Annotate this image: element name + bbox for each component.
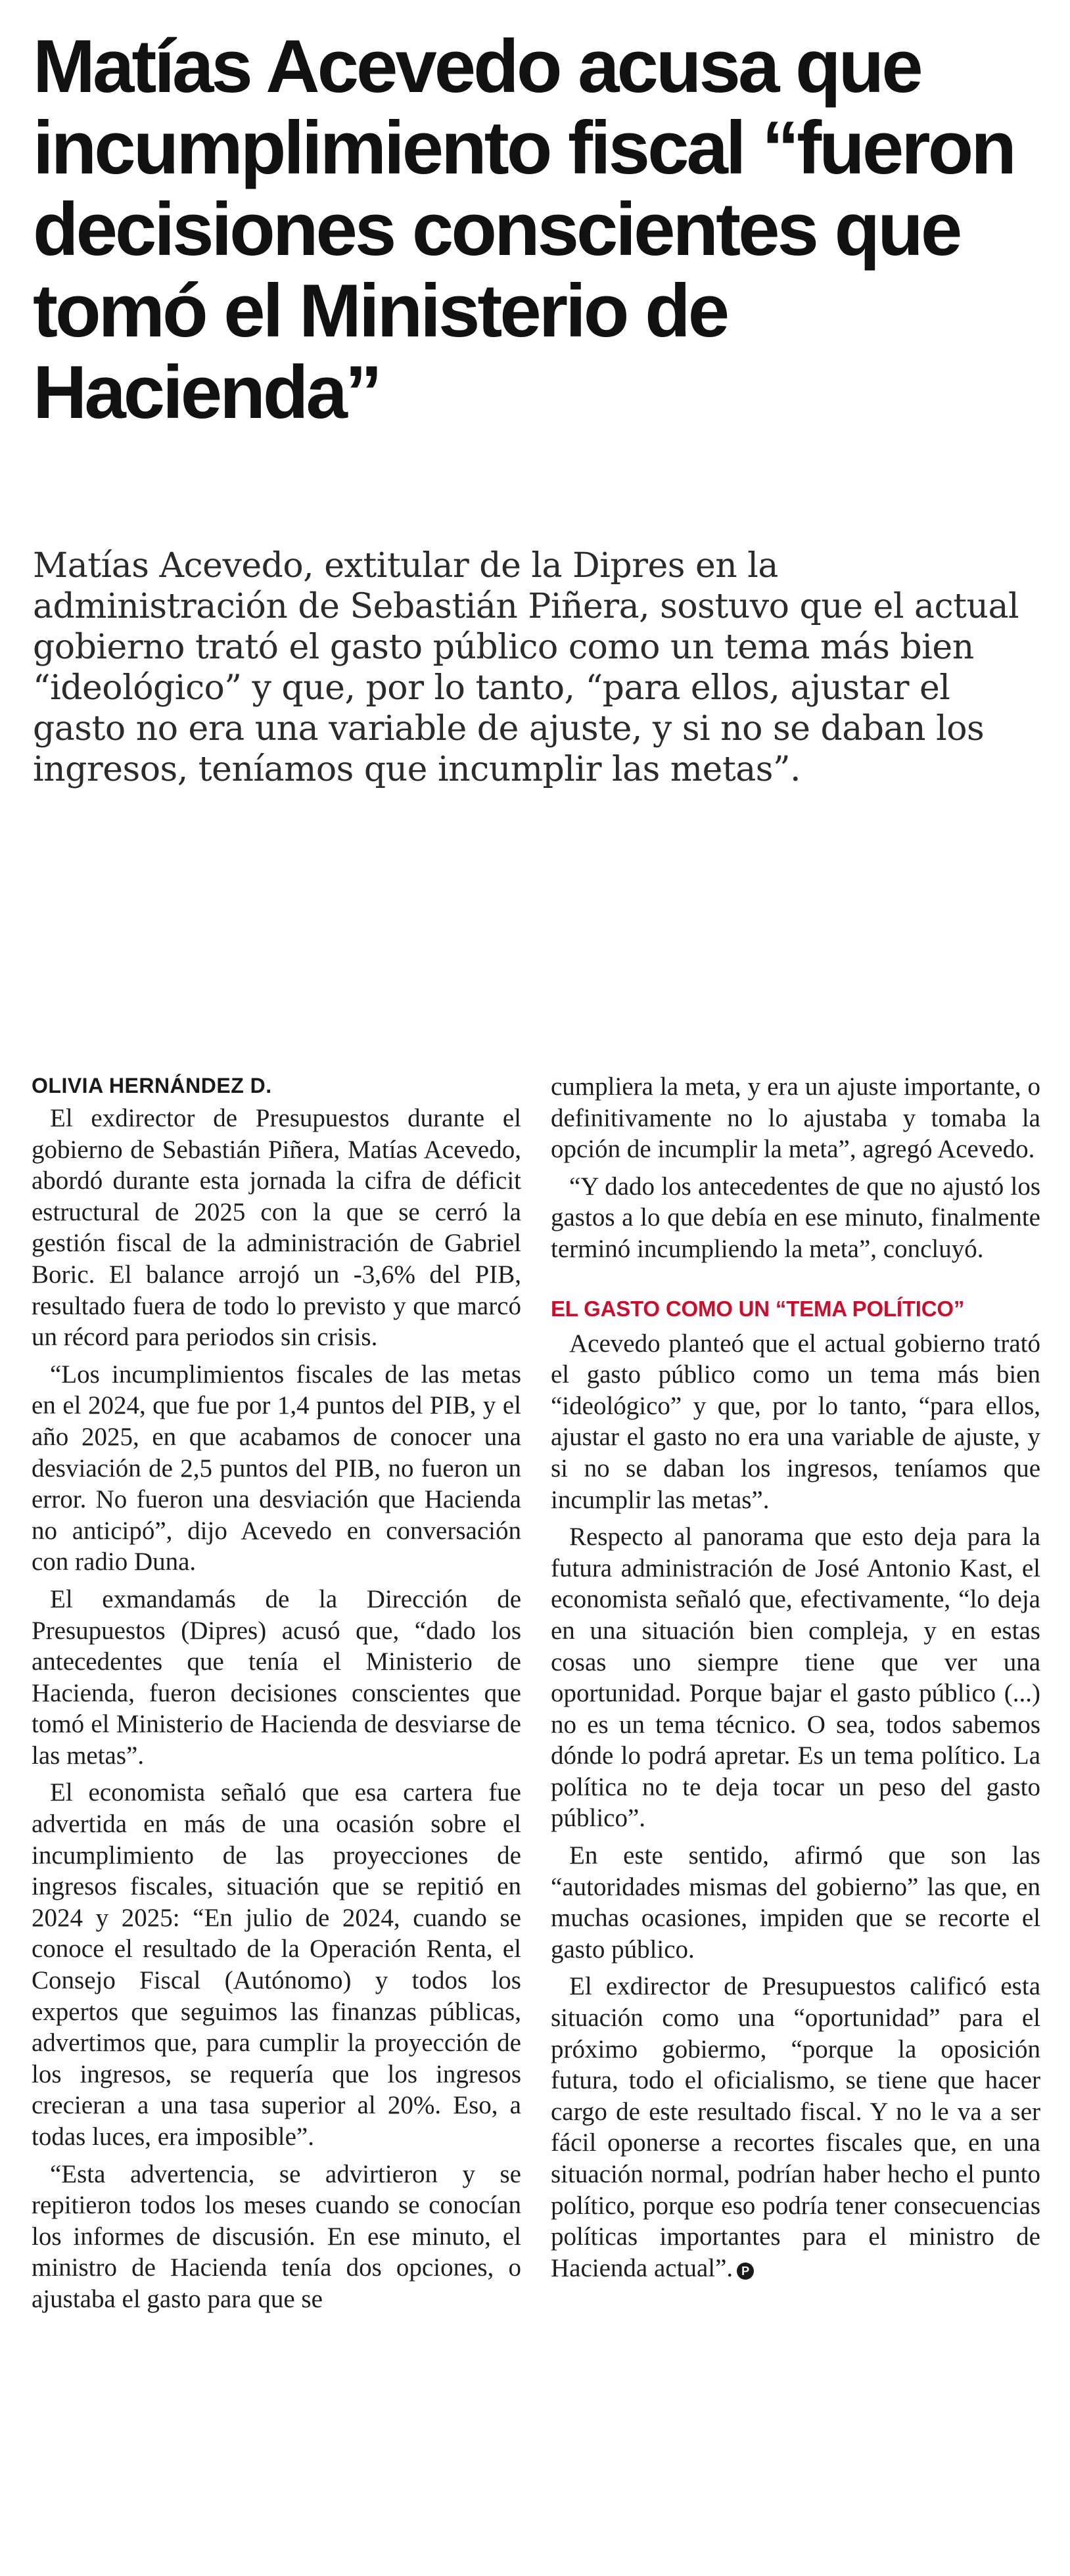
body-paragraph: Acevedo planteó que el actual gobierno trató el gasto público como un tema más bien “ideológico” y que, por lo tanto, “para ellos, ajustar el gasto no era una variable de ajuste, y si no se daban los ingresos, teníamos que incumplir las metas”. (551, 1329, 1040, 1514)
body-paragraph: “Los incumplimientos fiscales de las metas en el 2024, que fue por 1,4 puntos del PIB, y el año 2025, en que acabamos de conocer una desviación de 2,5 puntos del PIB, no fueron un error. No fueron una desviación que Hacienda no anticipó”, dijo Acevedo en conversación con radio Duna. (32, 1360, 521, 1576)
left-column (32, 1071, 521, 2321)
body-paragraph: El economista señaló que esa cartera fue advertida en más de una ocasión sobre el incumplimiento de las proyecciones de ingresos fiscales, situación que se repitió en 2024 y 2025: “En julio de 2024, cuando se conoce el resultado de la Operación Renta, el Consejo Fiscal (Autónomo) y todos los expertos que seguimos las finanzas públicas, advertimos que, para cumplir la proyección de los ingresos, se requería que los ingresos crecieran a una tasa superior al 20%. Eso, a todas luces, era imposible”. (32, 1778, 521, 2151)
deck-summary: Matías Acevedo, extitular de la Dipres en la administración de Sebastián Piñera, sostuvo que el actual gobierno trató el gasto público como un tema más bien “ideológico” y que, por lo tanto, “para ellos, ajustar el gasto no era una variable de ajuste, y si no se daban los ingresos, teníamos que incumplir las metas”. (33, 546, 1019, 789)
section-subhead: EL GASTO COMO UN “TEMA POLÍTICO” (551, 1296, 965, 1321)
body-paragraph: El exdirector de Presupuestos durante el gobierno de Sebastián Piñera, Matías Acevedo, abordó durante esta jornada la cifra de déficit estructural de 2025 con la que se cerró la gestión fiscal de la administración de Gabriel Boric. El balance arrojó un -3,6% del PIB, resultado fuera de todo lo previsto y que marcó un récord para periodos sin crisis. (32, 1104, 521, 1352)
final-paragraph-text: El exdirector de Presupuestos calificó esta situación como una “oportunidad” para el próximo gobiermo, “porque la oposición futura, todo el oficialismo, se tiene que hacer cargo de este resultado fiscal. Y no le va a ser fácil oponerse a recortes fiscales que, en una situación normal, podrían haber hecho el punto político, porque eso podría tener consecuencias políticas importantes para el ministro de Hacienda actual”. (551, 1972, 1040, 2282)
headline: Matías Acevedo acusa que incumplimiento fiscal “fueron decisiones conscientes que tomó el Ministerio de Hacienda” (33, 25, 1014, 434)
body-paragraph: En este sentido, afirmó que son las “autoridades mismas del gobierno” las que, en muchas ocasiones, impiden que se recorte el gasto público. (551, 1841, 1040, 1964)
end-mark-icon: P (737, 2263, 754, 2280)
body-paragraph: El exmandamás de la Dirección de Presupuestos (Dipres) acusó que, “dado los antecedentes que tenía el Ministerio de Hacienda, fueron decisiones conscientes que tomó el Ministerio de Hacienda de desviarse de las metas”. (32, 1584, 521, 1770)
body-paragraph: “Esta advertencia, se advirtieron y se repitieron todos los meses cuando se conocían los informes de discusión. En ese minuto, el ministro de Hacienda tenía dos opciones, o ajustaba el gasto para que se (32, 2159, 521, 2313)
byline: OLIVIA HERNÁNDEZ D. (32, 1074, 272, 1097)
body-paragraph: “Y dado los antecedentes de que no ajustó los gastos a lo que debía en ese minuto, finalmente terminó incumpliendo la meta”, concluyó. (551, 1172, 1040, 1263)
body-paragraph: Respecto al panorama que esto deja para la futura administración de José Antonio Kast, el economista señaló que, efectivamente, “lo deja en una situación bien compleja, y en estas cosas uno siempre tiene que ver una oportunidad. Porque bajar el gasto público (...) no es un tema técnico. O sea, todos sabemos dónde lo podrá apretar. Es un tema político. La política no te deja tocar un peso del gasto público”. (551, 1523, 1040, 1833)
body-paragraph-final (551, 1971, 1040, 2284)
right-column (551, 1071, 1040, 2289)
body-paragraph-continued: cumpliera la meta, y era un ajuste importante, o definitivamente no lo ajustaba y tomaba la opción de incumplir la meta”, agregó Acevedo. (551, 1072, 1040, 1164)
